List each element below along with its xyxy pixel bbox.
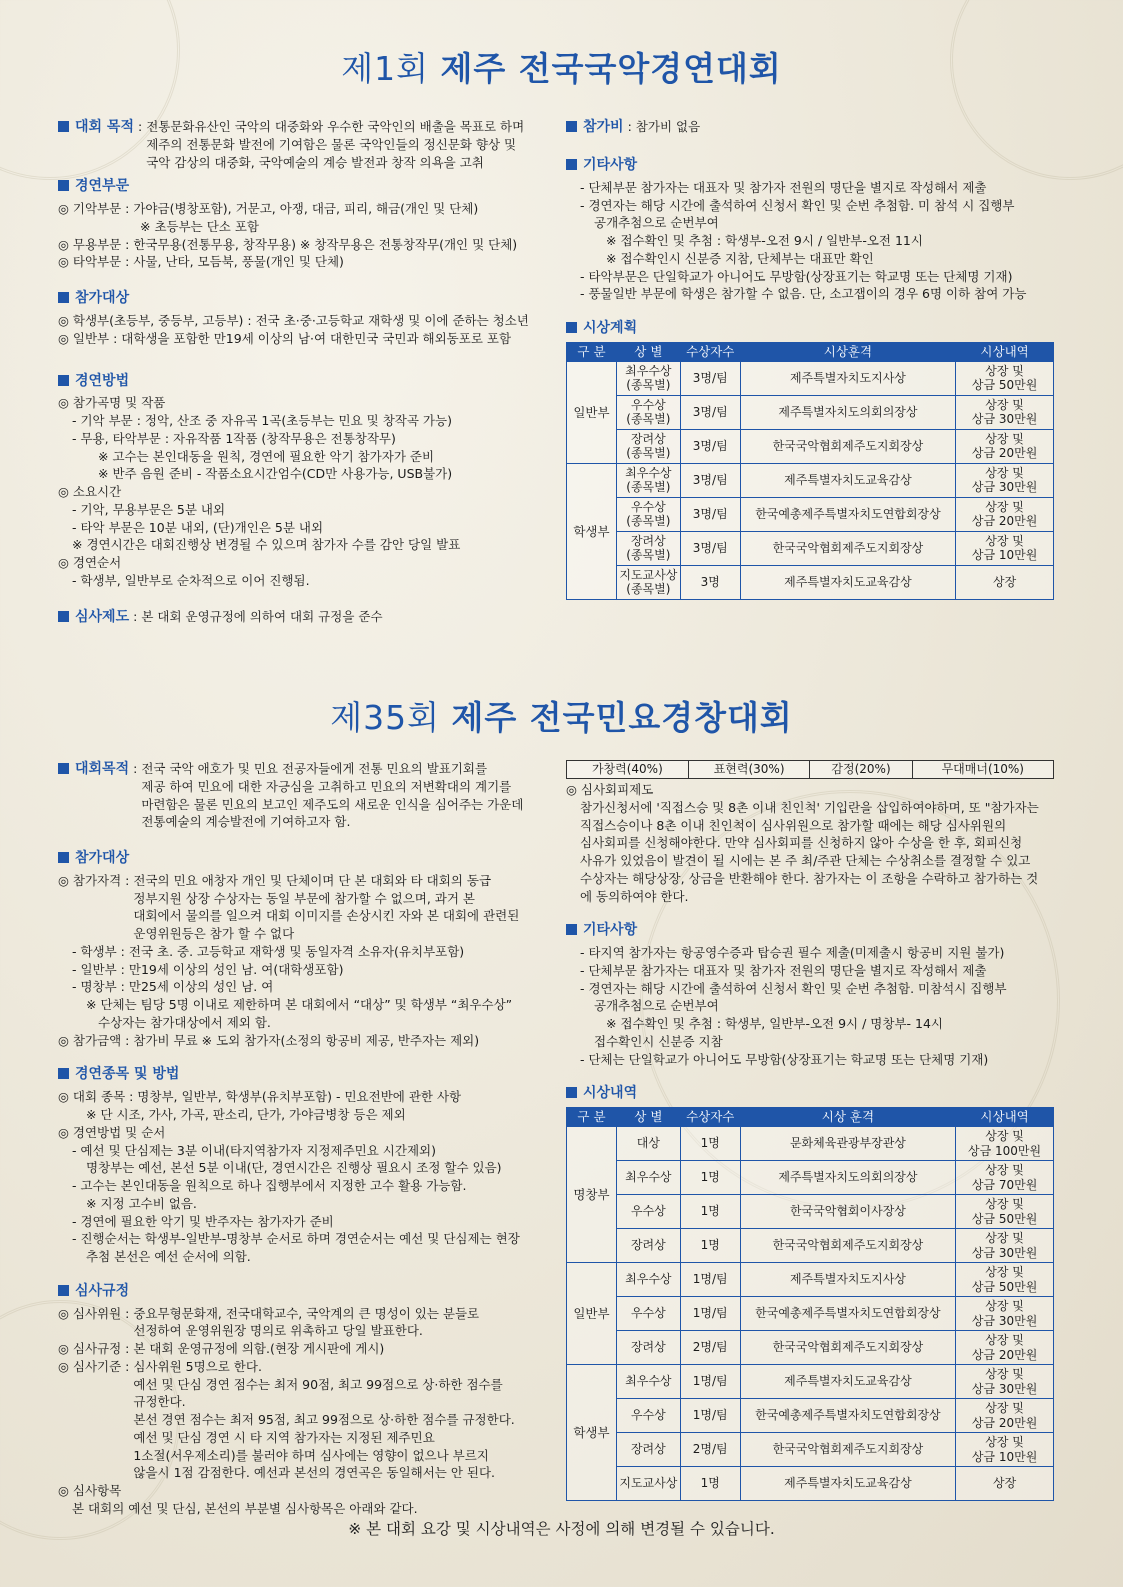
cell-count: 2명/팀 bbox=[680, 1433, 740, 1467]
text-line: 예선 및 단심 경연 점수는 최저 90점, 최고 99점으로 상·하한 점수를 bbox=[133, 1376, 503, 1392]
table-row bbox=[567, 1161, 1054, 1195]
contest2-right-column bbox=[566, 760, 1066, 1501]
text-line: 접수확인시 신분증 지참 bbox=[594, 1033, 723, 1049]
text-line: ※ 단 시조, 가사, 가곡, 판소리, 단가, 가야금병창 등은 제외 bbox=[86, 1107, 406, 1122]
cell-count: 1명/팀 bbox=[680, 1263, 740, 1297]
text-line: - 학생부 : 전국 초. 중. 고등학교 재학생 및 동일자격 소유자(유치부포함) bbox=[72, 943, 465, 959]
cell-grantor: 한국국악협회제주도지회장상 bbox=[740, 531, 955, 565]
contest1-right-column bbox=[566, 118, 1066, 600]
criteria-cell: 표현력(30%) bbox=[688, 761, 810, 779]
contest1-etc-heading: 기타사항 bbox=[566, 156, 1066, 176]
group-cell: 일반부 bbox=[567, 1263, 617, 1365]
cell-grantor: 제주특별자치도의회의장상 bbox=[740, 395, 955, 429]
text-line: 규정한다. bbox=[133, 1394, 186, 1410]
contest2-standard-text bbox=[133, 1358, 514, 1482]
recusal-label: ◎ 심사회피제도 bbox=[566, 782, 654, 798]
table-header-cell: 시상훈격 bbox=[740, 342, 955, 361]
cell-count: 1명/팀 bbox=[680, 1365, 740, 1399]
table-row bbox=[567, 1127, 1054, 1161]
cell-prize: 지도교사상 (종목별) bbox=[616, 565, 680, 599]
cell-detail: 상장 및 상금 50만원 bbox=[956, 1263, 1054, 1297]
cell-detail: 상장 및 상금 10만원 bbox=[956, 1433, 1054, 1467]
text-line: 사유가 있었음이 발견이 될 시에는 본 주 최/주관 단체는 수상취소를 결정할 수 있고 bbox=[580, 853, 1031, 869]
text-line: 전국 국악 애호가 및 민요 전공자들에게 전통 민요의 발표기회를 bbox=[141, 761, 488, 776]
cell-detail: 상장 및 상금 50만원 bbox=[956, 1195, 1054, 1229]
contest2-etc-list bbox=[566, 944, 1066, 1068]
contest2-rule-line: ◎ 심사규정 : 본 대회 운영규정에 의함.(현장 게시판에 게시) bbox=[58, 1341, 385, 1357]
text-line: 본선 경연 점수는 최저 95점, 최고 99점으로 상·하한 점수를 규정한다. bbox=[133, 1412, 515, 1428]
contest2-events-heading: 경연종목 및 방법 bbox=[58, 1065, 550, 1085]
text-line: 1소절(서우제소리)를 불러야 하며 심사에는 영향이 없으나 부르지 bbox=[133, 1447, 489, 1463]
table-row bbox=[567, 361, 1054, 395]
text-line: ※ 지정 고수비 없음. bbox=[86, 1195, 197, 1211]
contest2-purpose-text bbox=[141, 760, 523, 831]
cell-prize: 우수상 (종목별) bbox=[616, 497, 680, 531]
cell-count: 3명 bbox=[680, 565, 740, 599]
table-row bbox=[567, 497, 1054, 531]
text-line: ◎ 기악부문 : 가야금(병창포함), 거문고, 아쟁, 대금, 피리, 해금(개인 및 단체) bbox=[58, 201, 479, 217]
cell-grantor: 제주특별자치도교육감상 bbox=[740, 565, 955, 599]
cell-prize: 장려상 bbox=[616, 1433, 680, 1467]
text-line: ※ 반주 음원 준비 - 작품소요시간엄수(CD만 사용가능, USB불가) bbox=[98, 466, 453, 482]
bullet-square-icon bbox=[58, 292, 69, 303]
text-line: ◎ 무용부문 : 한국무용(전통무용, 창작무용) ※ 창작무용은 전통창작무(개인 및 단체) bbox=[58, 236, 518, 252]
table-header-cell: 시상내역 bbox=[956, 1108, 1054, 1127]
group-cell: 명창부 bbox=[567, 1127, 617, 1263]
cell-detail: 상장 및 상금 50만원 bbox=[956, 361, 1054, 395]
cell-grantor: 제주특별자치도교육감상 bbox=[740, 463, 955, 497]
bullet-square-icon bbox=[58, 180, 69, 191]
text-line: 국악 감상의 대중화, 국악예술의 계승 발전과 창작 의욕을 고취 bbox=[146, 154, 484, 170]
cell-detail: 상장 및 상금 10만원 bbox=[956, 531, 1054, 565]
cell-count: 3명/팀 bbox=[680, 395, 740, 429]
criteria-cell: 무대매너(10%) bbox=[912, 761, 1053, 779]
cell-prize: 지도교사상 bbox=[616, 1467, 680, 1501]
contest2-awards-heading: 시상내역 bbox=[566, 1084, 1066, 1104]
text-line: - 진행순서는 학생부-일반부-명창부 순서로 하며 경연순서는 예선 및 단심제는 현장 bbox=[72, 1231, 520, 1247]
cell-prize: 최우수상 (종목별) bbox=[616, 361, 680, 395]
text-line: - 타악부문은 단일학교가 아니어도 무방함(상장표기는 학교명 또는 단체명 기재) bbox=[580, 268, 1013, 284]
text-line: - 예선 및 단심제는 3분 이내(타지역참가자 지정제주민요 시간제외) bbox=[72, 1142, 436, 1158]
contest1-divisions-list bbox=[58, 200, 558, 271]
cell-grantor: 한국국악협회제주도지회장상 bbox=[740, 1433, 955, 1467]
text-line: - 명창부 : 만25세 이상의 성인 남. 여 bbox=[72, 979, 274, 995]
cell-count: 1명 bbox=[680, 1467, 740, 1501]
cell-grantor: 제주특별자치도교육감상 bbox=[740, 1467, 955, 1501]
cell-grantor: 문화체육관광부장관상 bbox=[740, 1127, 955, 1161]
contest1-fee: 참가비 : 참가비 없음 bbox=[566, 118, 1066, 138]
text-line: ※ 단체는 팀당 5명 이내로 제한하며 본 대회에서 “대상” 및 학생부 “최우수상” bbox=[86, 997, 513, 1013]
table-header-cell: 구 분 bbox=[567, 342, 617, 361]
cell-grantor: 제주특별자치도교육감상 bbox=[740, 1365, 955, 1399]
bullet-square-icon bbox=[58, 1285, 69, 1296]
table-row bbox=[567, 429, 1054, 463]
cell-grantor: 한국국악협회제주도지회장상 bbox=[740, 1331, 955, 1365]
cell-prize: 우수상 bbox=[616, 1195, 680, 1229]
text-line: - 학생부, 일반부로 순차적으로 이어 진행됨. bbox=[72, 572, 310, 588]
text-line: ◎ 경연방법 및 순서 bbox=[58, 1124, 166, 1140]
text-line: - 기악 부문 : 정악, 산조 중 자유곡 1곡(초등부는 민요 및 창작곡 가능) bbox=[72, 413, 452, 429]
contest2-awards-table bbox=[566, 1107, 1054, 1501]
cell-prize: 최우수상 (종목별) bbox=[616, 463, 680, 497]
contest1-eligibility-list bbox=[58, 312, 558, 348]
text-line: 않을시 1점 감점한다. 예선과 본선의 경연곡은 동일해서는 안 된다. bbox=[133, 1465, 496, 1481]
contest2-purpose: 대회목적 : 전국 국악 애호가 및 민요 전공자들에게 전통 민요의 발표기회를 제공 하여 민요에 대한 자긍심을 고취하고 민요의 저변확대의 계기를 마련함은 물론 민요의 보고인 제주도의 새로운 인식을 심어주는 가운데 전통예술의 계승발전에 기여하고자 함. bbox=[58, 760, 550, 831]
text-line: - 경연에 필요한 악기 및 반주자는 참가자가 준비 bbox=[72, 1213, 334, 1229]
cell-count: 1명/팀 bbox=[680, 1399, 740, 1433]
text-line: - 경연자는 해당 시간에 출석하여 신청서 확인 및 순번 추첨함. 미 참석 시 집행부 bbox=[580, 197, 1015, 213]
text-line: ※ 경연시간은 대회진행상 변경될 수 있으며 참가자 수를 감안 당일 발표 bbox=[72, 537, 461, 553]
cell-detail: 상장 및 상금 70만원 bbox=[956, 1161, 1054, 1195]
text-line: 공개추첨으로 순번부여 bbox=[594, 998, 719, 1014]
table-header-cell: 수상자수 bbox=[680, 342, 740, 361]
text-line: 참가신청서에 '직접스승 및 8촌 이내 친인척' 기입란을 삽입하여야하며, 또 "참가자는 bbox=[580, 799, 1039, 815]
table-row bbox=[567, 395, 1054, 429]
cell-count: 1명 bbox=[680, 1127, 740, 1161]
contest1-method-heading: 경연방법 bbox=[58, 372, 558, 392]
contest2-judges: ◎ 심사위원 : 중요무형문화재, 전국대학교수, 국악계의 큰 명성이 있는 분들로 선정하여 운영위원장 명의로 위촉하고 당일 발표한다. bbox=[58, 1305, 480, 1339]
bullet-square-icon bbox=[58, 611, 69, 622]
contest2-qualification: ◎ 참가자격 : 전국의 민요 애창자 개인 및 단체이며 단 본 대회와 타 대회의 동급 정부지원 상장 수상자는 동일 부문에 참가할 수 없으며, 과거 본 대회에서 물의를 일으켜 대회 이미지를 손상시킨 자와 본 대회에 관련된 운영위원등은 참가 할 수 없다 bbox=[58, 872, 520, 942]
cell-grantor: 한국국악협회제주도지회장상 bbox=[740, 1229, 955, 1263]
contest1-etc-list bbox=[566, 179, 1066, 303]
table-header-cell: 시상 훈격 bbox=[740, 1108, 955, 1127]
cell-detail: 상장 및 상금 30만원 bbox=[956, 395, 1054, 429]
text-line: 수상자는 참가대상에서 제외 함. bbox=[98, 1014, 271, 1030]
cell-grantor: 한국예총제주특별자치도연합회장상 bbox=[740, 497, 955, 531]
text-line: - 타지역 참가자는 항공영수증과 탑승권 필수 제출(미제출시 항공비 지원 불가) bbox=[580, 945, 1005, 961]
text-line: 직접스승이나 8촌 이내 친인척이 심사위원으로 참가할 때에는 해당 심사위원의 bbox=[580, 817, 1007, 833]
cell-detail: 상장 bbox=[956, 1467, 1054, 1501]
text-line: 전통문화유산인 국악의 대중화와 우수한 국악인의 배출을 목표로 하며 bbox=[146, 119, 525, 134]
text-line: 마련함은 물론 민요의 보고인 제주도의 새로운 인식을 심어주는 가운데 bbox=[141, 796, 524, 812]
text-line: - 기악, 무용부문은 5분 내외 bbox=[72, 501, 226, 517]
contest2-etc-heading: 기타사항 bbox=[566, 921, 1066, 941]
cell-count: 2명/팀 bbox=[680, 1331, 740, 1365]
text-line: ※ 접수확인 및 추첨 : 학생부, 일반부-오전 9시 / 명창부- 14시 bbox=[606, 1016, 943, 1032]
text-line: 공개추첨으로 순번부여 bbox=[594, 215, 719, 231]
table-header-cell: 상 별 bbox=[616, 342, 680, 361]
text-line: 명창부는 예선, 본선 5분 이내(단, 경연시간은 진행상 필요시 조정 할수 있음) bbox=[86, 1160, 502, 1176]
text-line: ◎ 경연순서 bbox=[58, 555, 122, 571]
bullet-square-icon bbox=[566, 159, 577, 170]
cell-detail: 상장 및 상금 30만원 bbox=[956, 1297, 1054, 1331]
text-line: 선정하여 운영위원장 명의로 위촉하고 당일 발표한다. bbox=[133, 1323, 423, 1339]
footer-note: ※ 본 대회 요강 및 시상내역은 사정에 의해 변경될 수 있습니다. bbox=[348, 1520, 775, 1538]
contest2-events-list bbox=[58, 1088, 550, 1266]
text-line: 중요무형문화재, 전국대학교수, 국악계의 큰 명성이 있는 분들로 bbox=[133, 1305, 480, 1321]
cell-detail: 상장 및 상금 20만원 bbox=[956, 497, 1054, 531]
table-row bbox=[567, 1229, 1054, 1263]
bullet-square-icon bbox=[58, 121, 69, 132]
table-row bbox=[567, 1365, 1054, 1399]
cell-grantor: 제주특별자치도의회의장상 bbox=[740, 1161, 955, 1195]
bullet-square-icon bbox=[566, 924, 577, 935]
text-line: - 단체는 단일학교가 아니어도 무방함(상장표기는 학교명 또는 단체명 기재) bbox=[580, 1051, 989, 1067]
cell-detail: 상장 및 상금 30만원 bbox=[956, 463, 1054, 497]
cell-prize: 우수상 (종목별) bbox=[616, 395, 680, 429]
contest2-title: 제35회 제주 전국민요경창대회 bbox=[330, 698, 793, 737]
text-line: - 고수는 본인대동을 원칙으로 하나 집행부에서 지정한 고수 활용 가능함. bbox=[72, 1178, 467, 1193]
cell-grantor: 한국국악협회이사장상 bbox=[740, 1195, 955, 1229]
group-cell: 학생부 bbox=[567, 463, 617, 599]
cell-detail: 상장 및 상금 20만원 bbox=[956, 1331, 1054, 1365]
contest1-eligibility-heading: 참가대상 bbox=[58, 289, 558, 309]
text-line: - 단체부문 참가자는 대표자 및 참가자 전원의 명단을 별지로 작성해서 제출 bbox=[580, 962, 987, 978]
cell-count: 1명 bbox=[680, 1195, 740, 1229]
contest1-judging: 심사제도 : 본 대회 운영규정에 의하여 대회 규정을 준수 bbox=[58, 608, 558, 628]
contest2-eligibility-list bbox=[58, 943, 550, 1050]
cell-grantor: 한국예총제주특별자치도연합회장상 bbox=[740, 1297, 955, 1331]
table-row bbox=[567, 1467, 1054, 1501]
cell-grantor: 한국예총제주특별자치도연합회장상 bbox=[740, 1399, 955, 1433]
text-line: ※ 초등부는 단소 포함 bbox=[140, 218, 259, 234]
contest2-eligibility-heading: 참가대상 bbox=[58, 849, 550, 869]
cell-prize: 대상 bbox=[616, 1127, 680, 1161]
table-row bbox=[567, 1433, 1054, 1467]
table-row bbox=[567, 1297, 1054, 1331]
criteria-cell: 감정(20%) bbox=[810, 761, 912, 779]
text-line: - 풍물일반 부문에 학생은 참가할 수 없음. 단, 소고잽이의 경우 6명 이하 참여 가능 bbox=[580, 286, 1027, 302]
contest1-awards-heading: 시상계획 bbox=[566, 319, 1066, 339]
text-line: - 단체부문 참가자는 대표자 및 참가자 전원의 명단을 별지로 작성해서 제출 bbox=[580, 179, 987, 195]
cell-grantor: 한국국악협회제주도지회장상 bbox=[740, 429, 955, 463]
text-line: 예선 및 단심 경연 시 타 지역 참가자는 지정된 제주민요 bbox=[133, 1429, 435, 1445]
cell-prize: 최우수상 bbox=[616, 1263, 680, 1297]
text-line: ※ 고수는 본인대동을 원칙, 경연에 필요한 악기 참가자가 준비 bbox=[98, 448, 435, 464]
cell-count: 3명/팀 bbox=[680, 463, 740, 497]
text-line: ◎ 참가금액 : 참가비 무료 ※ 도외 참가자(소정의 항공비 제공, 반주자는 제외) bbox=[58, 1032, 480, 1048]
text-line: ※ 접수확인시 신분증 지참, 단체부는 대표만 확인 bbox=[606, 250, 874, 266]
cell-detail: 상장 및 상금 30만원 bbox=[956, 1229, 1054, 1263]
group-cell: 학생부 bbox=[567, 1365, 617, 1501]
cell-prize: 장려상 bbox=[616, 1229, 680, 1263]
text-line: 정부지원 상장 수상자는 동일 부문에 참가할 수 없으며, 과거 본 bbox=[133, 890, 475, 906]
text-line: 심사회피를 신청해야한다. 만약 심사회피를 신청하지 않아 수상을 한 후, 회피신청 bbox=[580, 835, 1023, 851]
contest2-standard: ◎ 심사기준 : 심사위원 5명으로 한다. 예선 및 단심 경연 점수는 최저 90점, 최고 99점으로 상·하한 점수를 규정한다. 본선 경연 점수는 최저 95점, 최고 99점으로 상·하한 점수를 규정한다. 예선 및 단심 경연 시 타 지역 참가자는 지정된 제주민요 1소절(서우제소리)를 불러야 하며 심사에는 영향이 없으나 부르지 않을시 1점 감점한다. 예선과 본선의 경연곡은 동일해서는 안 된다. bbox=[58, 1358, 515, 1481]
cell-detail: 상장 및 상금 20만원 bbox=[956, 429, 1054, 463]
text-line: 추첨 본선은 예선 순서에 의함. bbox=[86, 1249, 251, 1264]
cell-detail: 상장 및 상금 20만원 bbox=[956, 1399, 1054, 1433]
table-header-cell: 수상자수 bbox=[680, 1108, 740, 1127]
cell-prize: 장려상 bbox=[616, 1331, 680, 1365]
text-line: 전통예술의 계승발전에 기여하고자 함. bbox=[141, 814, 351, 830]
cell-prize: 우수상 bbox=[616, 1297, 680, 1331]
table-row bbox=[567, 1263, 1054, 1297]
cell-grantor: 제주특별자치도지사상 bbox=[740, 1263, 955, 1297]
text-line: ◎ 학생부(초등부, 중등부, 고등부) : 전국 초·중·고등학교 재학생 및 이에 준하는 청소년 bbox=[58, 313, 529, 328]
contest1-left-column bbox=[58, 118, 558, 628]
text-line: 제주의 전통문화 발전에 기여함은 물론 국악인들의 정신문화 향상 및 bbox=[146, 136, 517, 152]
contest1-title: 제1회 제주 전국국악경연대회 bbox=[341, 49, 782, 88]
criteria-table bbox=[566, 760, 1054, 779]
text-line: ◎ 참가곡명 및 작품 bbox=[58, 395, 166, 411]
recusal-text bbox=[566, 799, 1066, 906]
table-header-cell: 구 분 bbox=[567, 1108, 617, 1127]
text-line: 제공 하여 민요에 대한 자긍심을 고취하고 민요의 저변확대의 계기를 bbox=[141, 778, 512, 794]
text-line: 전국의 민요 애창자 개인 및 단체이며 단 본 대회와 타 대회의 동급 bbox=[133, 872, 492, 888]
bullet-square-icon bbox=[58, 375, 69, 386]
bullet-square-icon bbox=[58, 852, 69, 863]
text-line: ◎ 타악부문 : 사물, 난타, 모듬북, 풍물(개인 및 단체) bbox=[58, 254, 344, 270]
contest1-method-list bbox=[58, 394, 558, 589]
cell-count: 1명/팀 bbox=[680, 1297, 740, 1331]
cell-grantor: 제주특별자치도지사상 bbox=[740, 361, 955, 395]
text-line: 에 동의하여야 한다. bbox=[580, 888, 689, 904]
text-line: ◎ 대회 종목 : 명창부, 일반부, 학생부(유치부포함) - 민요전반에 관한 사항 bbox=[58, 1089, 462, 1105]
text-line: 심사위원 5명으로 한다. bbox=[133, 1358, 262, 1374]
text-line: 대회에서 물의를 일으켜 대회 이미지를 손상시킨 자와 본 대회에 관련된 bbox=[133, 908, 520, 924]
cell-prize: 장려상 (종목별) bbox=[616, 429, 680, 463]
cell-count: 3명/팀 bbox=[680, 497, 740, 531]
text-line: - 일반부 : 만19세 이상의 성인 남. 여(대학생포함) bbox=[72, 961, 344, 977]
bullet-square-icon bbox=[58, 1068, 69, 1079]
text-line: - 무용, 타악부문 : 자유작품 1작품 (창작무용은 전통창작무) bbox=[72, 430, 396, 446]
bullet-square-icon bbox=[58, 763, 69, 774]
cell-prize: 최우수상 bbox=[616, 1161, 680, 1195]
text-line: ※ 접수확인 및 추첨 : 학생부-오전 9시 / 일반부-오전 11시 bbox=[606, 233, 923, 248]
contest2-items-label: ◎ 심사항목 bbox=[58, 1483, 122, 1499]
text-line: - 경연자는 해당 시간에 출석하여 신청서 확인 및 순번 추첨함. 미참석시 집행부 bbox=[580, 980, 1007, 996]
table-row bbox=[567, 531, 1054, 565]
contest1-awards-table bbox=[566, 342, 1054, 600]
cell-count: 3명/팀 bbox=[680, 429, 740, 463]
contest2-qualification-text bbox=[133, 872, 519, 943]
text-line: 수상자는 해당상장, 상금을 반환해야 한다. 참가자는 이 조항을 수락하고 참가하는 것 bbox=[580, 870, 1039, 886]
table-header-cell: 상 별 bbox=[616, 1108, 680, 1127]
text-line: ◎ 일반부 : 대학생을 포함한 만19세 이상의 남·여 대한민국 국민과 해외동포로 포함 bbox=[58, 330, 512, 346]
table-row bbox=[567, 463, 1054, 497]
cell-detail: 상장 및 상금 30만원 bbox=[956, 1365, 1054, 1399]
table-row bbox=[567, 1331, 1054, 1365]
cell-count: 1명 bbox=[680, 1229, 740, 1263]
table-header-cell: 시상내역 bbox=[956, 342, 1054, 361]
table-row bbox=[567, 1399, 1054, 1433]
bullet-square-icon bbox=[566, 1087, 577, 1098]
contest2-judging-heading: 심사규정 bbox=[58, 1282, 550, 1302]
cell-prize: 최우수상 bbox=[616, 1365, 680, 1399]
bullet-square-icon bbox=[566, 121, 577, 132]
cell-count: 3명/팀 bbox=[680, 531, 740, 565]
contest2-items-line: 본 대회의 예선 및 단심, 본선의 부분별 심사항목은 아래와 같다. bbox=[72, 1500, 418, 1516]
contest2-left-column bbox=[58, 760, 550, 1518]
group-cell: 일반부 bbox=[567, 361, 617, 463]
bullet-square-icon bbox=[566, 322, 577, 333]
cell-detail: 상장 bbox=[956, 565, 1054, 599]
table-row bbox=[567, 1195, 1054, 1229]
cell-prize: 우수상 bbox=[616, 1399, 680, 1433]
text-line: 운영위원등은 참가 할 수 없다 bbox=[133, 926, 295, 942]
contest2-judges-text bbox=[133, 1305, 479, 1341]
contest1-divisions-heading: 경연부문 bbox=[58, 177, 558, 197]
cell-detail: 상장 및 상금 100만원 bbox=[956, 1127, 1054, 1161]
table-row bbox=[567, 565, 1054, 599]
text-line: - 타악 부문은 10분 내외, (단)개인은 5분 내외 bbox=[72, 519, 324, 535]
text-line: ◎ 소요시간 bbox=[58, 484, 122, 500]
cell-prize: 장려상 (종목별) bbox=[616, 531, 680, 565]
contest1-purpose-text bbox=[146, 118, 524, 171]
cell-count: 3명/팀 bbox=[680, 361, 740, 395]
contest1-purpose: 대회 목적 : 전통문화유산인 국악의 대중화와 우수한 국악인의 배출을 목표로 하며 제주의 전통문화 발전에 기여함은 물론 국악인들의 정신문화 향상 및 국악 감상의 대중화, 국악예술의 계승 발전과 창작 의욕을 고취 bbox=[58, 118, 558, 171]
criteria-cell: 가창력(40%) bbox=[567, 761, 689, 779]
cell-count: 1명 bbox=[680, 1161, 740, 1195]
